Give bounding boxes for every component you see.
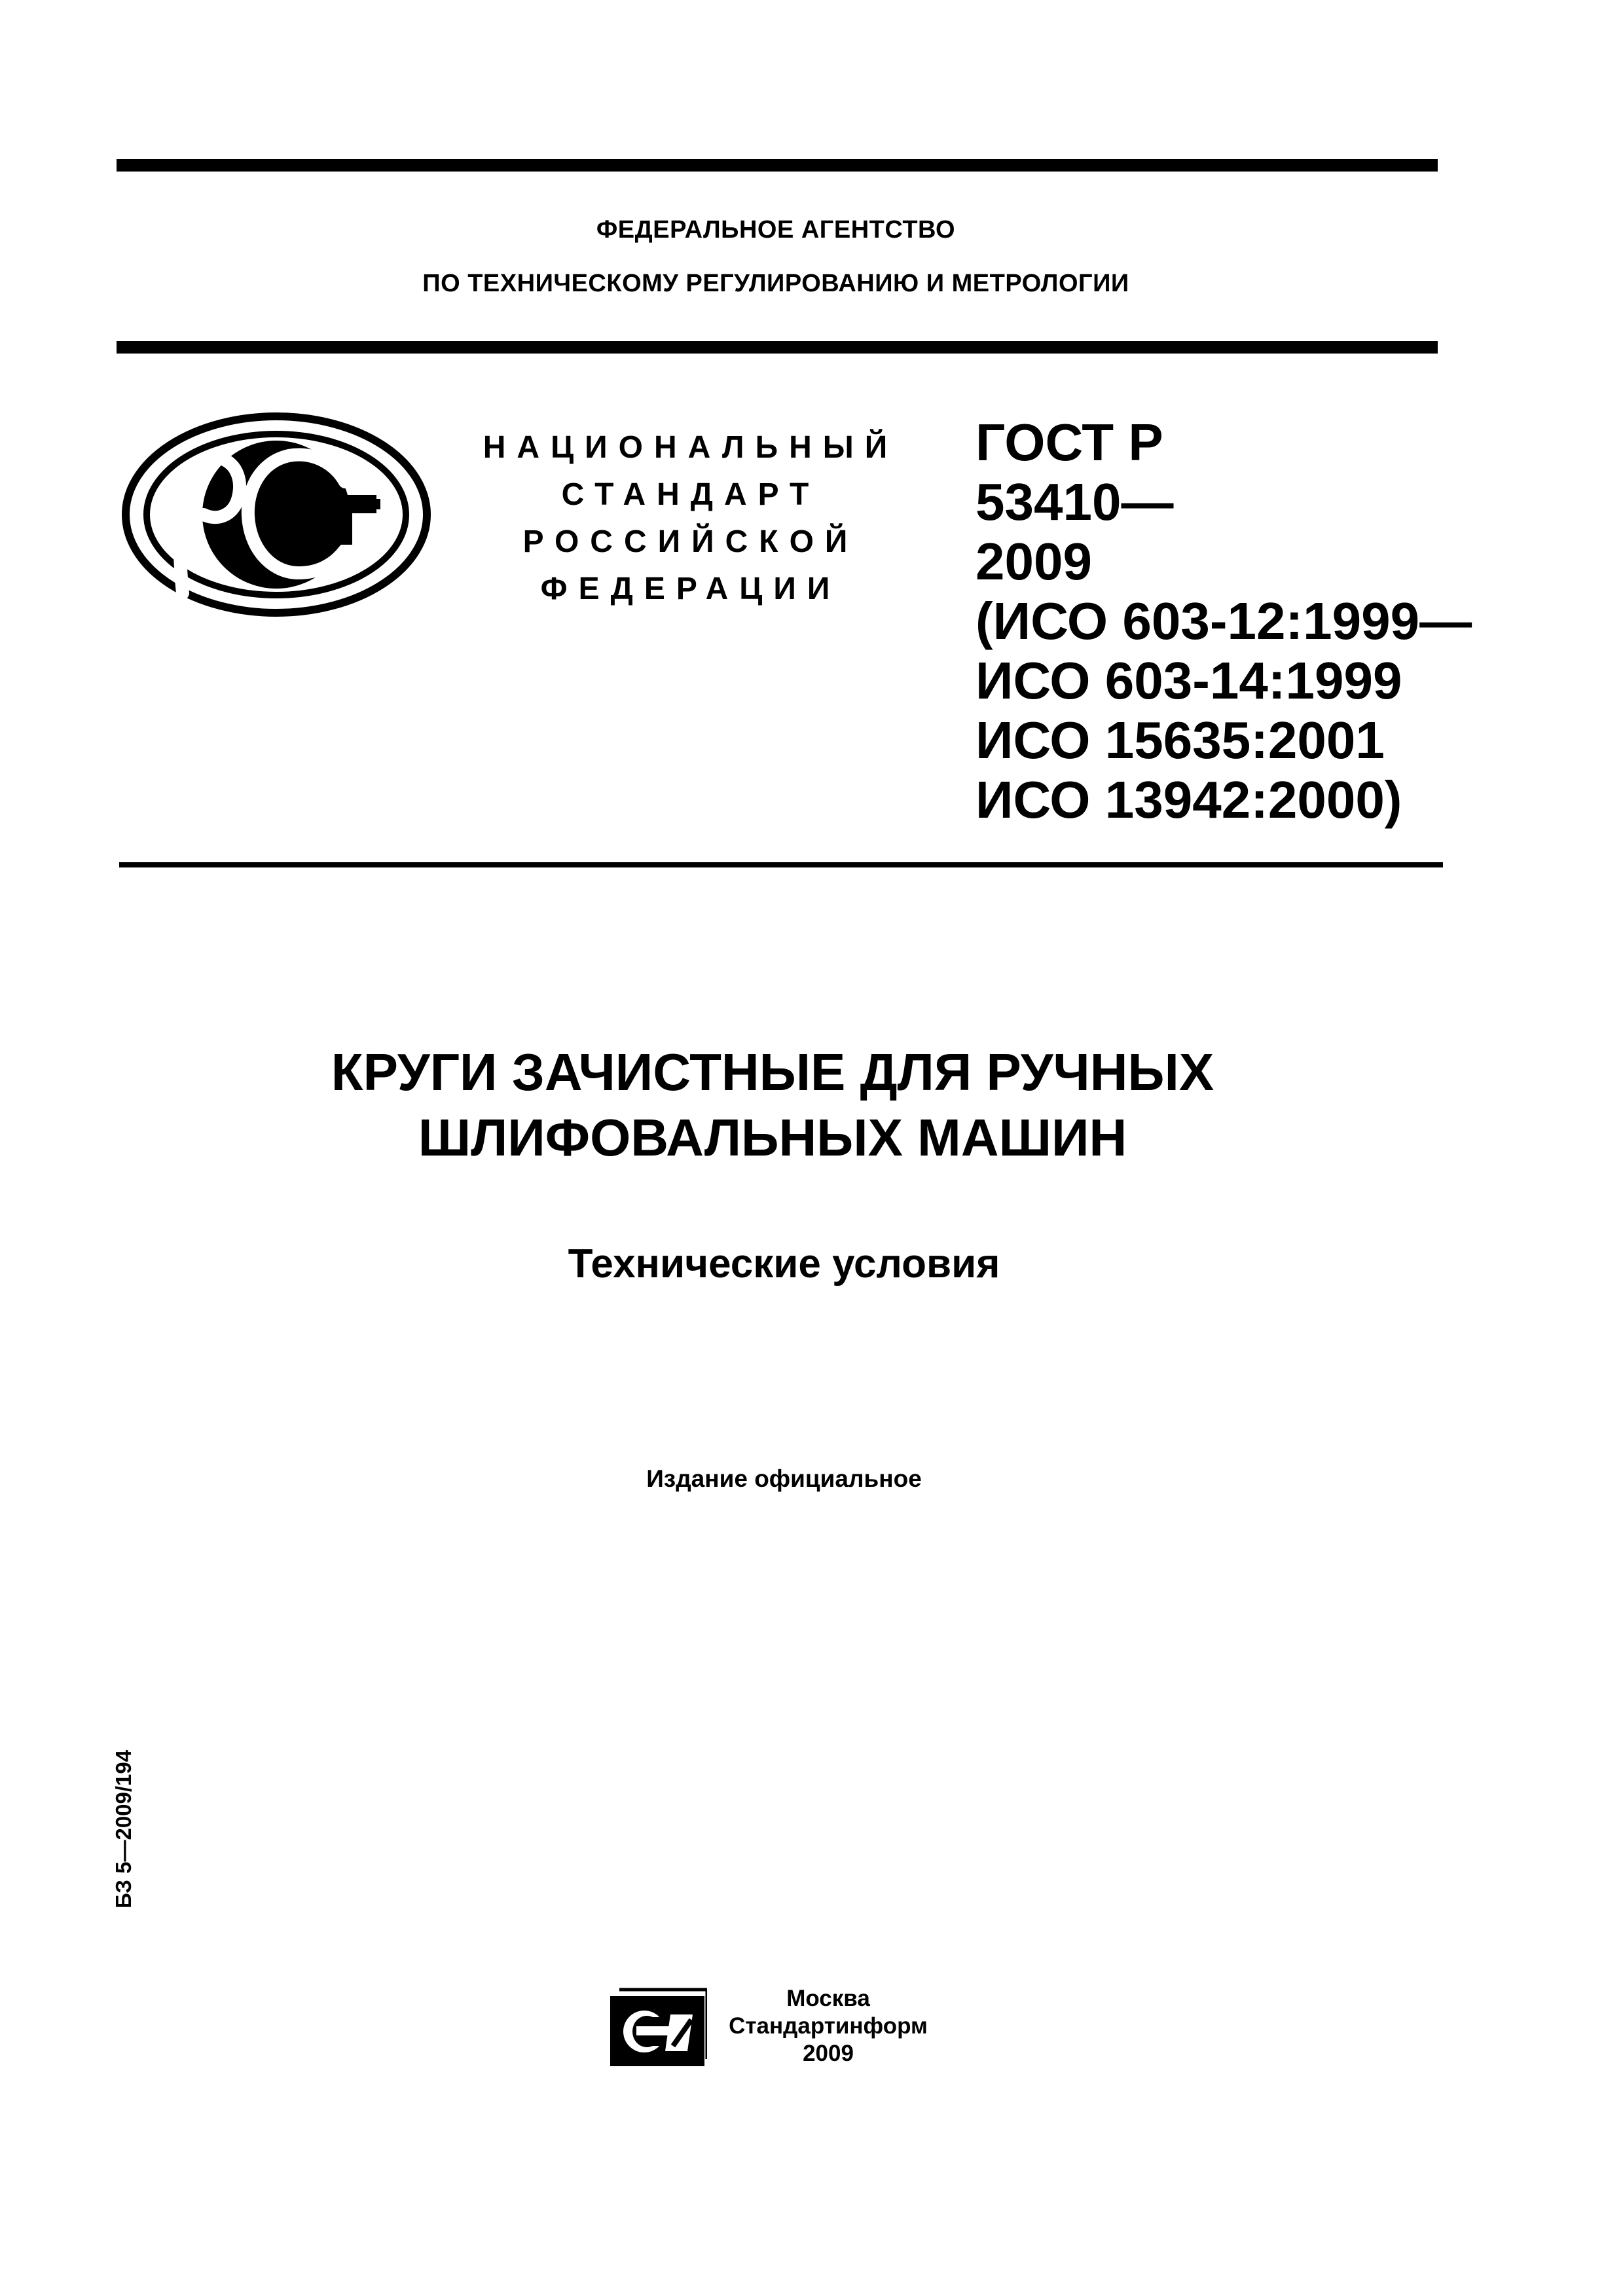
publisher-block: [727, 1985, 930, 2068]
designation-line: ИСО 13942:2000): [976, 771, 1402, 829]
designation-rule: [119, 862, 1443, 867]
header-rule: [117, 341, 1438, 354]
designation-line: 53410—: [976, 473, 1174, 531]
agency-name-line2: ПО ТЕХНИЧЕСКОМУ РЕГУЛИРОВАНИЮ И МЕТРОЛОГИИ: [422, 270, 1129, 297]
agency-name-line1: ФЕДЕРАЛЬНОЕ АГЕНТСТВО: [596, 216, 956, 244]
designation-line: ИСО 15635:2001: [976, 711, 1385, 769]
top-rule: [117, 159, 1438, 172]
publisher-name: Стандартинформ: [729, 2013, 928, 2039]
publisher-city: Москва: [786, 1986, 870, 2011]
document-subtitle: Технические условия: [568, 1241, 1000, 1286]
standartinform-logo: [610, 1986, 707, 2066]
standard-designation: [976, 412, 1472, 829]
national-standard-line: НАЦИОНАЛЬНЫЙ: [483, 430, 899, 465]
designation-line: 2009: [976, 532, 1092, 591]
designation-line: ГОСТ Р: [976, 413, 1163, 471]
designation-line: ИСО 603-14:1999: [976, 651, 1402, 710]
national-standard-label: [465, 424, 917, 613]
rst-certification-logo: [120, 411, 433, 618]
document-title: [0, 1040, 1545, 1171]
title-line: ШЛИФОВАЛЬНЫХ МАШИН: [418, 1108, 1127, 1167]
edition-label: Издание официальное: [646, 1465, 922, 1492]
national-standard-line: СТАНДАРТ: [561, 477, 820, 512]
publisher-year: 2009: [803, 2041, 854, 2066]
designation-line: (ИСО 603-12:1999—: [976, 592, 1472, 650]
national-standard-line: РОССИЙСКОЙ: [522, 524, 859, 559]
title-line: КРУГИ ЗАЧИСТНЫЕ ДЛЯ РУЧНЫХ: [331, 1043, 1214, 1101]
national-standard-line: ФЕДЕРАЦИИ: [540, 572, 841, 606]
margin-code: БЗ 5—2009/194: [111, 1749, 136, 1908]
